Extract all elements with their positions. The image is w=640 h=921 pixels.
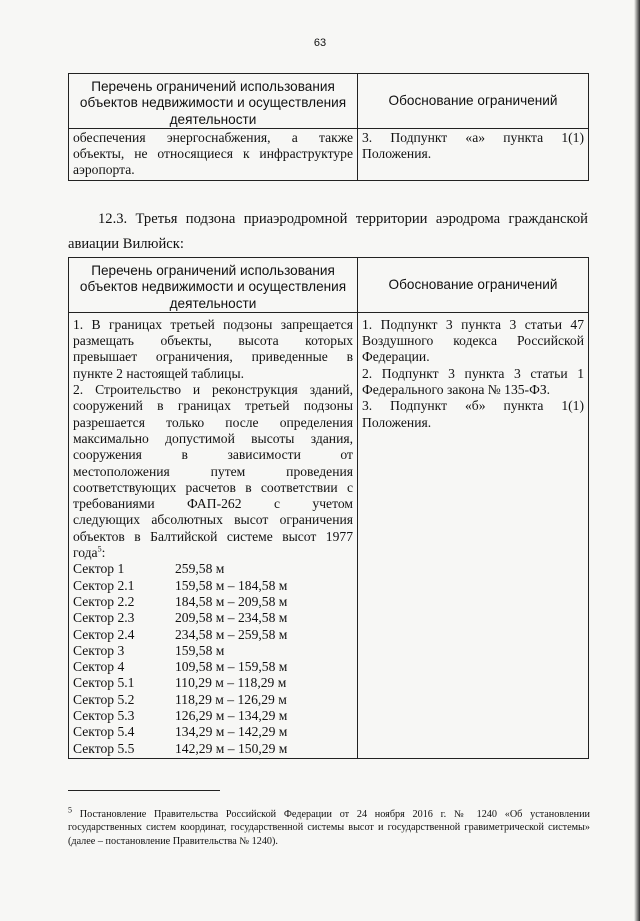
sector-altitude: 159,58 м [175, 642, 225, 658]
restrictions-cell: 1. В границах третьей подзоны запрещается размещать объекты, высота которых превышает ограничения, приведенные в пункте 2 настоящей таблицы. 2. Строительство и реконструкция зданий, сооружений в границах третьей подзоны разрешается только после определения максимально допустимой высоты здания, сооружения в зависимости от местоположения путем проведения соответствующих расчетов в соответствии с требованиями ФАП-262 с учетом следующих абсолютных высот ограничения объектов в Балтийской системе высот 1977 года$^5$: Сектор 1 259,58 м Сектор 2.1 159,58 м – 184,58 м Сектор 2.2 184,58 м – 209,58 м Сектор 2.3 209,58 м – 234,58 м Сектор 2.4 234,58 м – 259,58 м Сектор 3 159,58 м Сектор 4 109,58 м – 159,58 м Сектор 5.1 110,29 м – 118,29 м Сектор 5.2 118,29 м – 126,29 м Сектор 5.3 126,29 м – 134,29 м Сектор 5.4 134,29 м – 142,29 м Сектор 5.5 142,29 м – 150,29 м [69, 312, 358, 758]
justification-cell: 3. Подпункт «а» пункта 1(1) Положения. [358, 128, 589, 180]
header-justification: Обоснование ограничений [358, 258, 589, 313]
footnote-marker: 5 [68, 805, 72, 815]
sector-row [73, 594, 353, 610]
header-justification: Обоснование ограничений [358, 74, 589, 129]
restrictions-table-continued [68, 73, 589, 181]
scan-edge-shadow [634, 0, 640, 921]
header-restrictions-list: Перечень ограничений использования объектов недвижимости и осуществления деятельности [69, 74, 358, 129]
table-header-row [69, 258, 589, 313]
sector-altitude: 134,29 м – 142,29 м [175, 724, 288, 740]
restrictions-table-subzone-3 [68, 257, 589, 759]
altitude-intro-line: года$^5$: [73, 544, 106, 561]
sector-altitude: 110,29 м – 118,29 м [175, 675, 287, 691]
sector-name: Сектор 2.3 [73, 610, 135, 626]
table-row [69, 128, 589, 180]
sector-row [73, 692, 353, 708]
sector-altitude: 109,58 м – 159,58 м [175, 659, 288, 675]
sector-name: Сектор 4 [73, 659, 125, 675]
table-header-row [69, 74, 589, 129]
sector-row [73, 724, 353, 740]
sector-name: Сектор 2.2 [73, 593, 135, 609]
sector-altitude: 234,58 м – 259,58 м [175, 626, 288, 642]
sector-altitude: 184,58 м – 209,58 м [175, 593, 288, 609]
sector-name: Сектор 3 [73, 642, 125, 658]
footnote-line: (далее – постановление Правительства № 1240). [68, 835, 278, 847]
sector-row [73, 675, 353, 691]
sector-name: Сектор 1 [73, 561, 125, 577]
sector-altitude: 142,29 м – 150,29 м [175, 740, 288, 756]
sector-row [73, 610, 353, 626]
footnote-reference[interactable]: 5 [97, 544, 102, 554]
footnote-line: государственных систем координат, государственной системы высот и государственной гравиметрической системы» [68, 822, 590, 834]
header-restrictions-list: Перечень ограничений использования объектов недвижимости и осуществления деятельности [69, 258, 358, 313]
sector-row [73, 741, 353, 757]
footnote [68, 805, 590, 848]
sector-altitude: 259,58 м [175, 561, 225, 577]
sector-row [73, 643, 353, 659]
page-number: 63 [313, 37, 327, 49]
sector-altitude: 159,58 м – 184,58 м [175, 577, 288, 593]
sector-name: Сектор 5.4 [73, 724, 135, 740]
sector-name: Сектор 2.4 [73, 626, 135, 642]
sector-name: Сектор 2.1 [73, 577, 135, 593]
sector-altitude: 126,29 м – 134,29 м [175, 708, 288, 724]
sector-altitude: 209,58 м – 234,58 м [175, 610, 288, 626]
section-heading: 12.3. Третья подзона приаэродромной территории аэродрома гражданской авиации Вилюйск: [68, 211, 588, 252]
sector-row [73, 561, 353, 577]
footnote-separator [68, 790, 220, 791]
sector-name: Сектор 5.5 [73, 740, 135, 756]
footnote-line: $^5$ Постановление Правительства Российской Федерации от 24 ноября 2016 г. № 1240 «Об установлении [68, 805, 590, 820]
restrictions-cell: обеспечения энергоснабжения, а также объекты, не относящиеся к инфраструктуре аэропорта. [69, 128, 358, 180]
sector-row [73, 659, 353, 675]
sector-row [73, 578, 353, 594]
sector-name: Сектор 5.1 [73, 675, 135, 691]
sector-row [73, 708, 353, 724]
sector-row [73, 627, 353, 643]
table-row [69, 312, 589, 758]
sector-name: Сектор 5.3 [73, 708, 135, 724]
sector-name: Сектор 5.2 [73, 691, 135, 707]
justification-cell: 1. Подпункт 3 пункта 3 статьи 47 Воздушного кодекса Российской Федерации. 2. Подпункт 3 пункта 3 статьи 1 Федерального закона № 135-ФЗ. 3. Подпункт «б» пункта 1(1) Положения. [358, 312, 589, 758]
sector-altitude: 118,29 м – 126,29 м [175, 691, 287, 707]
sector-altitude-list [73, 561, 353, 757]
